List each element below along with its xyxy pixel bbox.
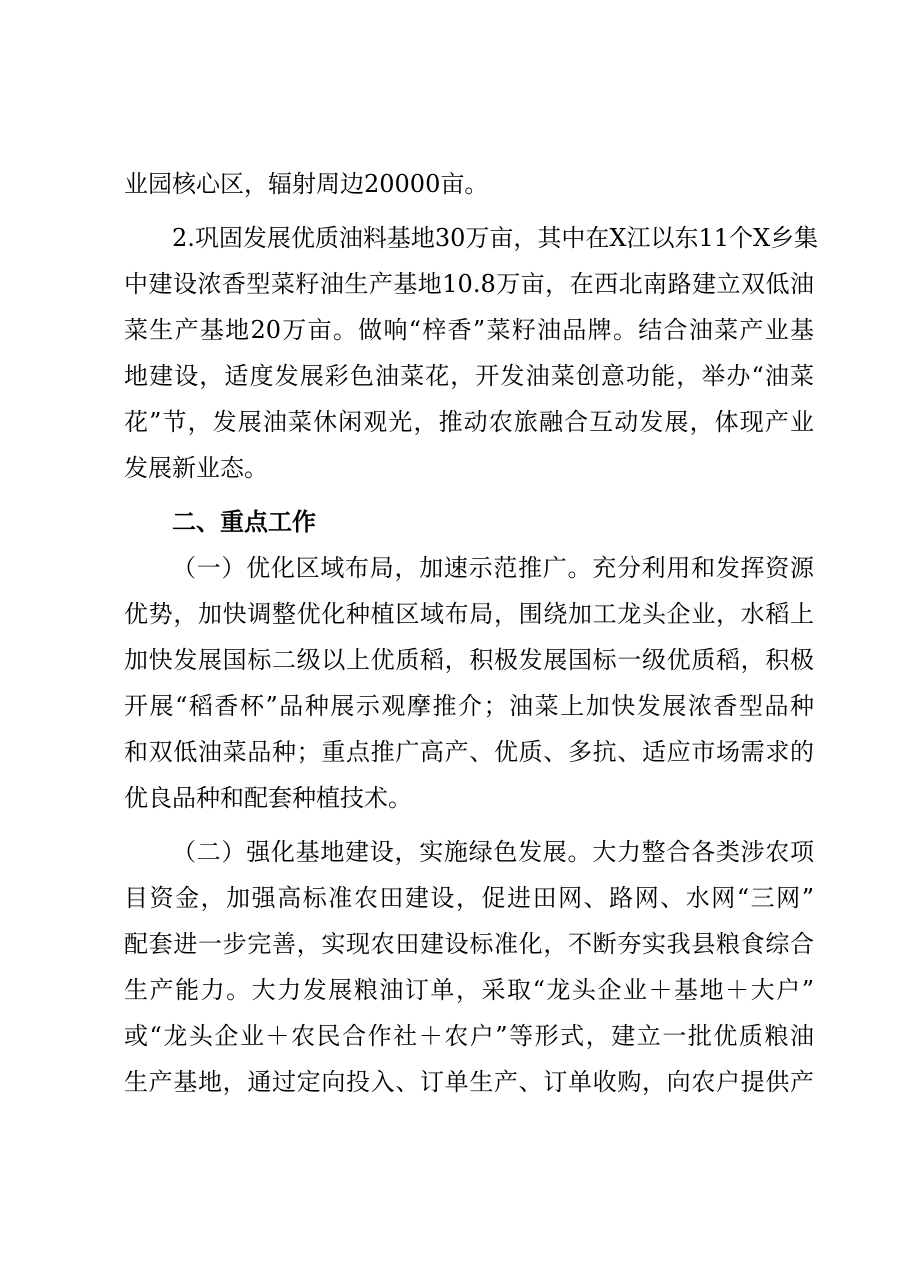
paragraph-line: 优势，加快调整优化种植区域布局，围绕加工龙头企业，水稻上 <box>124 600 814 628</box>
document-body <box>124 161 819 1105</box>
paragraph-line: 菜生产基地20万亩。做响“梓香”菜籽油品牌。结合油菜产业基 <box>124 316 814 344</box>
paragraph-line: 或“龙头企业＋农民合作社＋农户”等形式，建立一批优质粮油 <box>124 1022 814 1050</box>
paragraph-line: 中建设浓香型菜籽油生产基地10.8万亩，在西北南路建立双低油 <box>124 270 814 298</box>
paragraph-line: （一）优化区域布局，加速示范推广。充分利用和发挥资源 <box>172 554 814 582</box>
paragraph-gap <box>124 207 814 215</box>
paragraph-line: 优良品种和配套种植技术。 <box>124 784 412 812</box>
paragraph-line: 生产基地，通过定向投入、订单生产、订单收购，向农户提供产 <box>124 1068 814 1096</box>
paragraph-line: 和双低油菜品种；重点推广高产、优质、多抗、适应市场需求的 <box>124 738 814 766</box>
paragraph-line: 生产能力。大力发展粮油订单，采取“龙头企业＋基地＋大户” <box>124 976 814 1004</box>
paragraph-line: 花”节，发展油菜休闲观光，推动农旅融合互动发展，体现产业 <box>124 408 814 436</box>
paragraph-line: 配套进一步完善，实现农田建设标准化，不断夯实我县粮食综合 <box>124 930 814 958</box>
paragraph-line: 加快发展国标二级以上优质稻，积极发展国标一级优质稻，积极 <box>124 646 814 674</box>
paragraph-line: 业园核心区，辐射周边20000亩。 <box>124 170 489 198</box>
section-heading: 二、重点工作 <box>172 508 316 536</box>
paragraph-line: 2.巩固发展优质油料基地30万亩，其中在X江以东11个X乡集 <box>172 224 819 252</box>
paragraph-line: （二）强化基地建设，实施绿色发展。大力整合各类涉农项 <box>172 838 814 866</box>
paragraph-line: 地建设，适度发展彩色油菜花，开发油菜创意功能，举办“油菜 <box>124 362 814 390</box>
paragraph-gap <box>124 821 814 829</box>
paragraph-line: 开展“稻香杯”品种展示观摩推介；油菜上加快发展浓香型品种 <box>124 692 814 720</box>
paragraph-line: 发展新业态。 <box>124 454 268 482</box>
paragraph-gap <box>124 491 814 499</box>
paragraph-line: 目资金，加强高标准农田建设，促进田网、路网、水网“三网” <box>124 884 814 912</box>
